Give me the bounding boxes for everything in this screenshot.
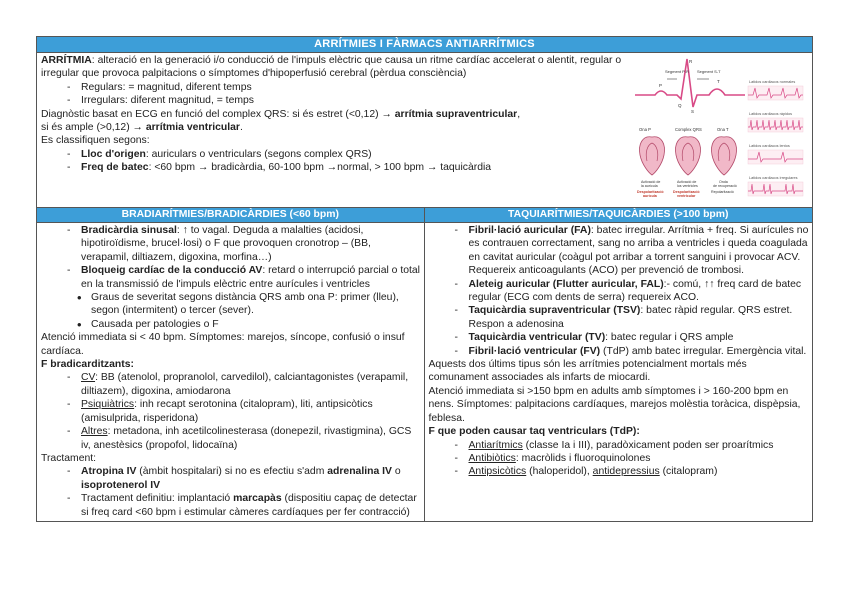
list-item xyxy=(469,331,810,344)
text: (àmbit hospitalari) si no es efectiu s'adm xyxy=(136,466,328,478)
term: Taquicàrdia ventricular (TV) xyxy=(468,332,606,344)
list-item xyxy=(469,465,810,478)
caption-1c: Despolarització xyxy=(637,190,664,194)
list-item xyxy=(81,148,641,161)
term: Lloc d'origen xyxy=(81,148,146,160)
tachy-drugs-list xyxy=(429,439,810,479)
text: . xyxy=(239,122,243,134)
term: Taquicàrdia supraventricular (TSV) xyxy=(468,305,641,317)
regularity-list xyxy=(41,81,641,108)
list-item xyxy=(81,161,641,174)
list-item: • Graus de severitat segons distància QRS amb ona P: primer (lleu), segon (intermitent) o tercer (sever). xyxy=(91,291,421,318)
text: , xyxy=(517,108,521,120)
text: : alteració en la generació i/o conducció de l'impuls elèctric que causa un ritme cardíac accelerat o alentit, regular o irregular que provoca palpitacions o símptomes d'hipoperfusió cerebral (pèrdua consciència) xyxy=(41,55,622,80)
list-item xyxy=(469,439,810,452)
text: : metadona, inh acetilcolinesterasa (donepezil, rivastigmina), GCS iv, anestèsics (propofol, lidocaïna) xyxy=(81,426,412,451)
text: o xyxy=(391,466,401,478)
page-title: ARRÍTMIES I FÀRMACS ANTIARRÍTMICS xyxy=(37,37,812,53)
heart-icon xyxy=(712,137,737,175)
term: antidepressius xyxy=(592,466,660,478)
term: adrenalina IV xyxy=(327,466,392,478)
text: : macròlids i fluoroquinolones xyxy=(515,452,651,464)
label-r: R xyxy=(689,59,693,64)
term: Aleteig auricular (Flutter auricular, FAL) xyxy=(468,278,664,290)
label-ona-p: Ona P xyxy=(639,127,651,132)
text: : batec regular i QRS ample xyxy=(605,332,734,344)
caption-3a: Onda xyxy=(719,180,728,184)
term: Psiquiàtrics xyxy=(81,399,135,411)
strip-label-fast: Latidos cardiacos rápidos xyxy=(749,112,793,116)
list-item xyxy=(81,264,421,291)
strip-label-slow: Latidos cardiacos lentos xyxy=(749,144,790,148)
text: (classe Ia i III), paradòxicament poden ser proarítmics xyxy=(522,439,774,451)
term: F que poden causar taq ventriculars (TdP): xyxy=(428,426,640,438)
list-item xyxy=(469,452,810,465)
term: F bradicarditzants: xyxy=(41,359,134,371)
classification-list xyxy=(41,148,641,175)
brady-header: BRADIARÍTMIES/BRADICÀRDIES (<60 bpm) xyxy=(37,208,424,223)
list-item: - Irregulars: diferent magnitud, = temps xyxy=(81,94,641,107)
list-item xyxy=(81,425,421,452)
caption-3c: Repolarització xyxy=(711,190,734,194)
ecg-figure xyxy=(635,57,805,204)
list-item xyxy=(81,398,421,425)
text: Diagnòstic basat en ECG en funció del complex QRS: si és estret (<0,12) xyxy=(41,108,382,120)
label-p: P xyxy=(659,83,663,88)
ecg-trace xyxy=(635,59,745,107)
text: : BB (atenolol, propranolol, carvedilol), calciantagonistes (verapamil, diltiazem), digoxina, amiodarona xyxy=(81,372,409,397)
caption-1d: aurícula xyxy=(643,194,657,198)
text: (haloperidol), xyxy=(526,466,593,478)
caption-2a: Activació de xyxy=(677,180,697,184)
caption-2c: Despolarització xyxy=(673,190,700,194)
caption-2b: los ventricles xyxy=(677,184,698,188)
term: Atropina IV xyxy=(81,466,137,478)
brady-drugs-list xyxy=(41,371,421,451)
heart-icon xyxy=(640,137,665,175)
bradyarrhythmia-column xyxy=(37,208,425,521)
brady-attention: Atenció immediata si < 40 bpm. Símptomes: marejos, síncope, confusió o insuf cardíaca. xyxy=(41,332,405,357)
label-ona-t: Ona T xyxy=(717,127,729,132)
diagnosis-text xyxy=(41,108,616,135)
term: Fibril·lació ventricular (FV) xyxy=(468,345,601,357)
term: Antibiòtics xyxy=(468,452,516,464)
tachy-header: TAQUIARÍTMIES/TAQUICÀRDIES (>100 bpm) xyxy=(425,208,813,223)
brady-list xyxy=(41,224,421,291)
strip-label-irregular: Latidos cardiacos irregulares xyxy=(749,176,798,180)
text: :- comú, ↑↑ freq card de batec regular (ECG com dents de serra) requereix ACO. xyxy=(468,278,802,304)
term: Fibril·lació auricular (FA) xyxy=(468,225,591,236)
text: : batec irregular. Arrítmia + freq. Si aurícules no es contrauen correctament, sang no arriba a ventricles i queda coagulada en cavitat auricular (coàgul pot arribar a torrent sanguini i provocar ACV. Requereix anticoagulants (ACO) per prevenció de trombosi. xyxy=(468,225,809,277)
text: (citalopram) xyxy=(659,466,718,478)
text: (dispositiu capaç de detectar si freq card <60 bpm i estimular càmeres cardíaques per fer contracció) xyxy=(81,493,417,518)
tachy-list xyxy=(429,224,810,358)
label-seg-pr: Segment P-R xyxy=(665,69,690,74)
term: Antiarítmics xyxy=(468,439,523,451)
av-block-sublist xyxy=(41,291,421,331)
caption-1a: Activació de xyxy=(641,180,661,184)
label-t: T xyxy=(717,79,720,84)
term: Altres xyxy=(81,426,108,438)
arrow-icon: → xyxy=(132,122,143,134)
label-q: Q xyxy=(678,103,682,108)
strip-slow-bg xyxy=(748,150,803,164)
treatment-title: Tractament: xyxy=(41,452,97,464)
brady-drugs-title xyxy=(41,358,421,371)
text: : inh recapt serotonina (citalopram), liti, antipsicòtics (amisulprida, risperidona) xyxy=(81,399,373,424)
term: ARRÍTMIA xyxy=(41,55,92,66)
brady-body xyxy=(37,223,424,521)
term: Bloqueig cardíac de la conducció AV xyxy=(81,265,263,277)
term: arrítmia supraventricular xyxy=(394,108,518,120)
strip-irregular-bg xyxy=(748,182,803,196)
list-item xyxy=(469,345,810,358)
text: : ↑ to vagal. Deguda a malalties (acidosi, hipotiroïdisme, brucel·losi) o F que provoquen cronotrop – (BB, verapamil, diltiazem, digoxina, morfina…) xyxy=(81,225,371,263)
label-seg-st: Segment S-T xyxy=(697,69,721,74)
list-item xyxy=(81,224,421,264)
text: Tractament definitiu: implantació xyxy=(81,493,234,505)
list-item xyxy=(469,304,810,331)
text: : auriculars o ventriculars (segons complex QRS) xyxy=(145,148,372,160)
term: Antipsicòtics xyxy=(468,466,527,478)
arrhythmia-definition xyxy=(41,54,641,81)
term: isoprotenerol IV xyxy=(81,479,161,491)
intro-section xyxy=(37,53,812,207)
text: : batec ràpid regular. QRS estret. Respon a adenosina xyxy=(468,305,793,330)
caption-3b: de recuperació xyxy=(713,184,737,188)
tachyarrhythmia-column xyxy=(425,208,813,521)
label-complex-qrs: Complex QRS xyxy=(675,127,702,132)
caption-2d: ventricular xyxy=(677,194,696,198)
term: Freq de batec xyxy=(81,162,149,174)
treatment-list xyxy=(41,465,421,519)
list-item: - Regulars: = magnitud, diferent temps xyxy=(81,81,641,94)
list-item xyxy=(469,278,810,305)
classify-text: Es classifiquen segons: xyxy=(41,135,150,147)
arrow-icon: → xyxy=(381,108,392,120)
label-s: S xyxy=(691,109,695,114)
list-item xyxy=(469,224,810,278)
strip-label-normal: Latidos cardiacos normales xyxy=(749,80,796,84)
text: si és ample (>0,12) xyxy=(41,122,133,134)
list-item xyxy=(81,371,421,398)
heart-icon xyxy=(676,137,701,175)
caption-1b: la aurícula xyxy=(641,184,658,188)
text: : <60 bpm → bradicàrdia, 60-100 bpm →normal, > 100 bpm → taquicàrdia xyxy=(148,162,492,174)
document-sheet xyxy=(36,36,813,522)
tachy-attention: Atenció immediata si >150 bpm en adults amb símptomes i > 160-200 bpm en nens. Símptomes: palpitacions cardíaques, marejos molèstia toràcica, dispèpsia, feblesa. xyxy=(428,385,801,424)
term: Bradicàrdia sinusal xyxy=(81,225,177,236)
intro-text xyxy=(41,54,641,175)
tachy-drugs-title xyxy=(429,425,810,438)
list-item: • Causada per patologies o F xyxy=(91,318,421,331)
mortal-note: Aquests dos últims tipus són les arrítmies potencialment mortals més comunament associades als infarts de miocardi. xyxy=(428,359,747,384)
term: CV xyxy=(81,372,96,384)
text: (TdP) amb batec irregular. Emergència vital. xyxy=(600,345,807,357)
term: marcapàs xyxy=(233,493,282,505)
text: : retard o interrupció parcial o total en la transmissió de l'impuls elèctric entre aurícules i ventricles xyxy=(81,265,420,290)
list-item xyxy=(81,492,421,519)
tachy-body xyxy=(425,223,813,481)
two-column-section xyxy=(37,207,812,521)
term: arrítmia ventricular xyxy=(145,122,240,134)
list-item xyxy=(81,465,421,492)
